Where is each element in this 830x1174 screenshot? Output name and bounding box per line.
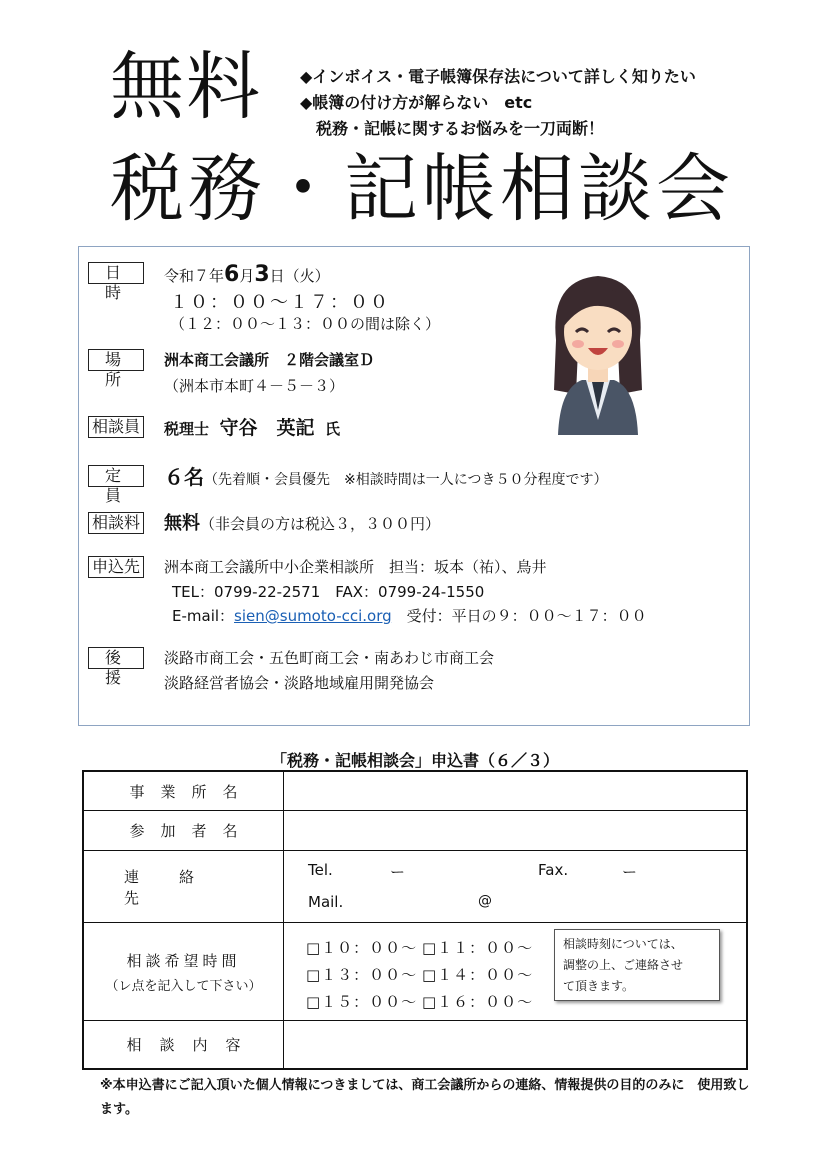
slot-14[interactable]: □１４：００～ bbox=[422, 966, 534, 984]
venue-address: （洲本市本町４－５－３） bbox=[164, 377, 345, 395]
datetime-time: １０：００～１７：００ bbox=[170, 292, 390, 313]
venue-label: 場 所 bbox=[88, 349, 144, 371]
email-prefix: E-mail： bbox=[172, 607, 235, 625]
fee-value: 無料 bbox=[164, 513, 200, 534]
business-row[interactable] bbox=[84, 772, 746, 810]
time-label-text: 相談希望時間 bbox=[126, 951, 241, 970]
bullet-item: ◆帳簿の付け方が解らない etc bbox=[300, 93, 533, 112]
support-line2: 淡路経営者協会・淡路地域雇用開発協会 bbox=[164, 674, 435, 692]
free-heading: 無料 bbox=[110, 44, 262, 130]
fax-label: Fax. bbox=[538, 861, 569, 879]
advisor-title: 税理士 bbox=[164, 420, 210, 438]
advisor-name: 守谷 英記 bbox=[219, 417, 315, 439]
advisor bbox=[164, 413, 340, 440]
page-title: 税務・記帳相談会 bbox=[110, 146, 734, 232]
day-unit: 日（火） bbox=[269, 267, 330, 285]
advisor-label: 相談員 bbox=[88, 416, 144, 438]
business-label-text: 事業所名 bbox=[129, 782, 254, 801]
content-row[interactable] bbox=[84, 1020, 746, 1068]
capacity-value: ６名 bbox=[164, 465, 204, 489]
day-value: 3 bbox=[254, 262, 270, 287]
note-line: 調整の上、ご連絡させ bbox=[563, 958, 684, 972]
business-label bbox=[84, 772, 284, 810]
venue-name: 洲本商工会議所 ２階会議室Ｄ bbox=[164, 351, 375, 369]
apply-tel-fax: TEL：0799-22-2571 FAX：0799-24-1550 bbox=[172, 583, 485, 601]
time-row bbox=[84, 922, 746, 1020]
participant-row[interactable] bbox=[84, 810, 746, 850]
privacy-footnote: ※本申込書にご記入頂いた個人情報につきましては、商工会議所からの連絡、情報提供の目的のみに 使用致します。 bbox=[100, 1078, 750, 1117]
slot-10[interactable]: □１０：００～ bbox=[306, 939, 418, 957]
tel-label: Tel. bbox=[308, 861, 333, 879]
note-line: 相談時刻については、 bbox=[563, 937, 683, 951]
capacity-label: 定 員 bbox=[88, 465, 144, 487]
slot-15[interactable]: □１５：００～ bbox=[306, 993, 418, 1011]
form-title: 「税務・記帳相談会」申込書（６／３） bbox=[270, 751, 559, 770]
slot-13[interactable]: □１３：００～ bbox=[306, 966, 418, 984]
participant-label bbox=[84, 811, 284, 850]
month-unit: 月 bbox=[239, 267, 255, 285]
apply-label: 申込先 bbox=[88, 556, 144, 578]
time-label-note: （レ点を記入して下さい） bbox=[105, 978, 262, 994]
fee-note: （非会員の方は税込３，３００円） bbox=[200, 515, 441, 533]
datetime-date bbox=[164, 262, 330, 287]
application-form bbox=[82, 770, 748, 1070]
datetime-label: 日 時 bbox=[88, 262, 144, 284]
fee bbox=[164, 509, 440, 535]
bullet-list bbox=[300, 64, 696, 142]
contact-row[interactable] bbox=[84, 850, 746, 922]
consultant-illustration bbox=[538, 270, 658, 435]
capacity bbox=[164, 461, 607, 490]
note-line: て頂きます。 bbox=[563, 979, 635, 993]
contact-label-text: 連絡先 bbox=[124, 867, 235, 907]
slot-16[interactable]: □１６：００～ bbox=[422, 993, 534, 1011]
apply-email-line bbox=[172, 605, 647, 626]
participant-label-text: 参加者名 bbox=[129, 822, 254, 840]
fax-dash: ー bbox=[622, 863, 638, 881]
tel-dash: ー bbox=[390, 863, 406, 881]
email-link[interactable]: sien@sumoto-cci.org bbox=[234, 607, 392, 625]
bullet-item: ◆インボイス・電子帳簿保存法について詳しく知りたい bbox=[300, 67, 696, 86]
capacity-note: （先着順・会員優先 ※相談時間は一人につき５０分程度です） bbox=[204, 472, 608, 488]
fee-label: 相談料 bbox=[88, 512, 144, 534]
slot-11[interactable]: □１１：００～ bbox=[422, 939, 534, 957]
content-label bbox=[84, 1021, 284, 1068]
support-label: 後 援 bbox=[88, 647, 144, 669]
bullet-item: 税務・記帳に関するお悩みを一刀両断！ bbox=[300, 119, 605, 138]
month-value: 6 bbox=[224, 262, 240, 287]
reception-hours: 受付：平日の９：００～１７：００ bbox=[391, 607, 647, 625]
apply-org: 洲本商工会議所中小企業相談所 担当：坂本（祐）、鳥井 bbox=[164, 558, 547, 576]
support-line1: 淡路市商工会・五色町商工会・南あわじ市商工会 bbox=[164, 649, 495, 667]
contact-label bbox=[84, 851, 284, 922]
era: 令和７年 bbox=[164, 267, 225, 285]
content-label-text: 相談内容 bbox=[126, 1036, 259, 1054]
mail-at: @ bbox=[478, 893, 492, 909]
datetime-exclusion: （１２：００～１３：００の間は除く） bbox=[170, 315, 441, 333]
time-label bbox=[84, 923, 284, 1020]
advisor-honorific: 氏 bbox=[324, 420, 340, 438]
mail-label: Mail. bbox=[308, 893, 344, 911]
time-note-box bbox=[554, 929, 720, 1001]
